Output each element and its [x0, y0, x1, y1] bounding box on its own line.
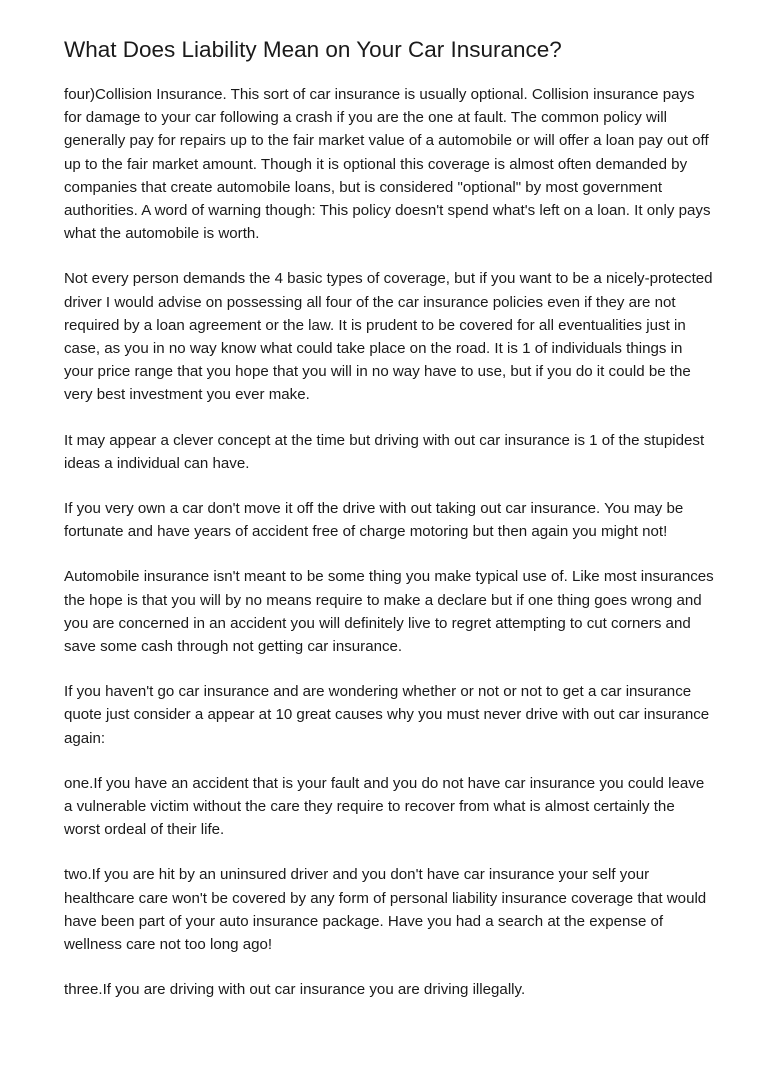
paragraph-collision-insurance: four)Collision Insurance. This sort of car insurance is usually optional. Collision insurance pays for damage to your car following a crash if you are the one at fault. The common policy will generally pay for repairs up to the fair market value of a automobile or will offer a loan pay out off up to the fair market amount. Though it is optional this coverage is almost often demanded by companies that create automobile loans, but is considered "optional" by most government authorities. A word of warning though: This policy doesn't spend what's left on a loan. It only pays what the automobile is worth. — [64, 86, 711, 243]
document-title: What Does Liability Mean on Your Car Insurance? — [64, 37, 562, 62]
paragraph-reason-two: two.If you are hit by an uninsured driver and you don't have car insurance your self your healthcare care won't be covered by any form of personal liability insurance coverage that would have been part of your auto insurance package. Have you had a search at the expense of wellness care not too long ago! — [64, 866, 707, 954]
paragraph-reason-three: three.If you are driving with out car insurance you are driving illegally. — [64, 981, 526, 999]
paragraph-own-a-car: If you very own a car don't move it off the drive with out taking out car insurance. You may be fortunate and have years of accident free of charge motoring but then again you might not! — [64, 500, 684, 541]
paragraph-reason-one: one.If you have an accident that is your fault and you do not have car insurance you could leave a vulnerable victim without the care they require to recover from what is almost certainly the worst ordeal of their life. — [64, 774, 705, 839]
paragraph-ten-reasons-intro: If you haven't go car insurance and are wondering whether or not or not to get a car insurance quote just consider a appear at 10 great causes why you must never drive with out car insurance again: — [64, 683, 710, 747]
paragraph-basic-coverage: Not every person demands the 4 basic types of coverage, but if you want to be a nicely-protected driver I would advise on possessing all four of the car insurance policies even if they are not required by a loan agreement or the law. It is prudent to be covered for all eventualities just in case, as you in no way know what could take place on the road. It is 1 of individuals things in your price range that you hope that you will in no way have to use, but if you do it could be the very best investment you ever make. — [64, 270, 713, 404]
paragraph-clever-concept: It may appear a clever concept at the time but driving with out car insurance is 1 of the stupidest ideas a individual can have. — [64, 431, 705, 472]
document-page — [64, 36, 714, 1024]
paragraph-automobile-insurance: Automobile insurance isn't meant to be some thing you make typical use of. Like most insurances the hope is that you will by no means require to make a declare but if one thing goes wrong and you are concerned in an accident you will definitely live to regret attempting to cut corners and save some cash through not getting car insurance. — [64, 568, 714, 656]
